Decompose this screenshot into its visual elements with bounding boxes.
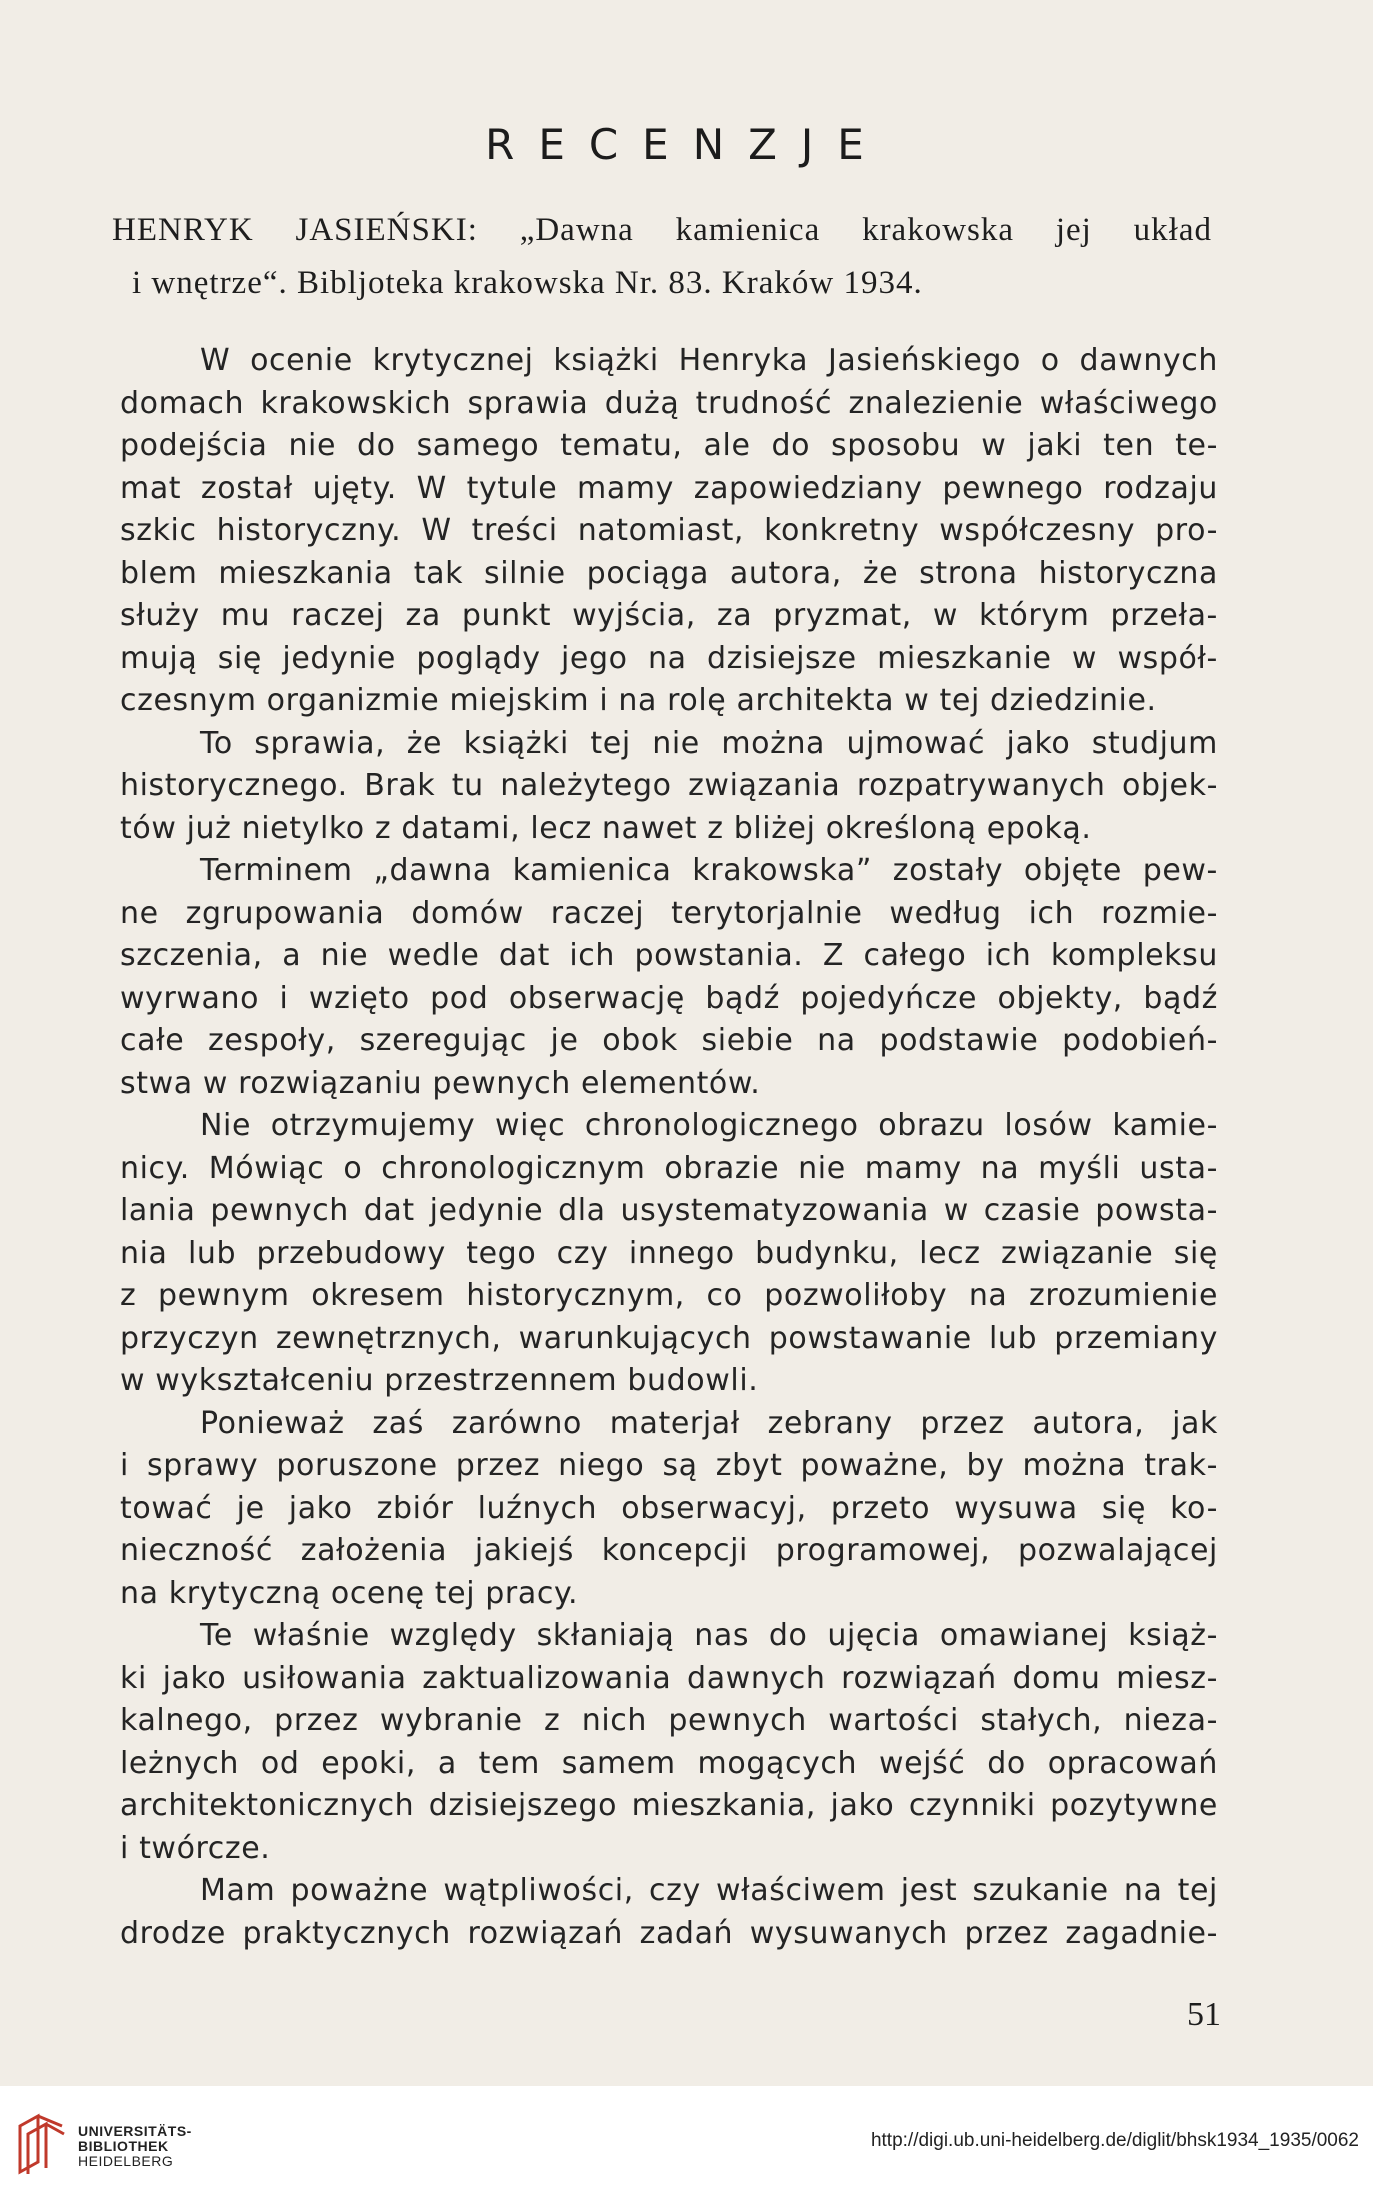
paragraph-5-line-5: na krytyczną ocenę tej pracy. (120, 1575, 579, 1611)
paragraph-6-line-3: kalnego, przez wybranie z nich pewnych wartości stałych, nieza- (120, 1703, 1218, 1738)
paragraph-3-line-1: Terminem „dawna kamienica krakowska” zostały objęte pew- (200, 853, 1218, 888)
paragraph-4-line-3: lania pewnych dat jedynie dla usystematyzowania w czasie powsta- (120, 1193, 1218, 1228)
paragraph-5-line-3: tować je jako zbiór luźnych obserwacyj, przeto wysuwa się ko- (120, 1490, 1218, 1526)
paragraph-3-line-6: stwa w rozwiązaniu pewnych elementów. (120, 1065, 761, 1101)
book-citation-line-1: HENRYK JASIEŃSKI: „Dawna kamienica krakowska jej układ (112, 212, 1212, 248)
paragraph-5-line-1: Ponieważ zaś zarówno materjał zebrany przez autora, jak (200, 1405, 1218, 1441)
paragraph-7-line-2: drodze praktycznych rozwiązań zadań wysuwanych przez zagadnie- (120, 1915, 1218, 1951)
library-name-line-1: UNIVERSITÄTS- (78, 2123, 192, 2139)
paragraph-5-line-4: nieczność założenia jakiejś koncepcji programowej, pozwalającej (120, 1533, 1218, 1568)
paragraph-1-line-4: mat został ujęty. W tytule mamy zapowiedziany pewnego rodzaju (120, 470, 1218, 506)
page-number: 51 (1187, 1996, 1221, 2033)
paragraph-1-line-5: szkic historyczny. W treści natomiast, konkretny współczesny pro- (120, 513, 1218, 548)
library-logo-icon[interactable] (14, 2112, 70, 2176)
section-title: RECENZJE (485, 120, 888, 169)
source-url-link[interactable]: http://digi.ub.uni-heidelberg.de/diglit/bhsk1934_1935/0062 (870, 2130, 1359, 2151)
paragraph-4-line-6: przyczyn zewnętrznych, warunkujących powstawanie lub przemiany (120, 1320, 1218, 1356)
library-name (78, 2124, 192, 2169)
paragraph-3-line-5: całe zespoły, szeregując je obok siebie na podstawie podobień- (120, 1023, 1218, 1058)
paragraph-3-line-4: wyrwano i wzięto pod obserwację bądź pojedyńcze objekty, bądź (120, 980, 1218, 1016)
paragraph-4-line-5: z pewnym okresem historycznym, co pozwoliłoby na zrozumienie (120, 1278, 1218, 1313)
paragraph-1-line-6: blem mieszkania tak silnie pociąga autora, że strona historyczna (120, 555, 1218, 591)
book-citation (112, 204, 1212, 310)
paragraph-5-line-2: i sprawy poruszone przez niego są zbyt poważne, by można trak- (120, 1448, 1218, 1483)
paragraph-2-line-3: tów już nietylko z datami, lecz nawet z bliżej określoną epoką. (120, 810, 1092, 846)
paragraph-2-line-1: To sprawia, że książki tej nie można ujmować jako studjum (200, 725, 1218, 761)
paragraph-3-line-3: szczenia, a nie wedle dat ich powstania. Z całego ich kompleksu (120, 938, 1218, 973)
paragraph-6-line-5: architektonicznych dzisiejszego mieszkania, jako czynniki pozytywne (120, 1788, 1218, 1823)
book-citation-line-2: i wnętrze“. Bibljoteka krakowska Nr. 83. Kraków 1934. (132, 265, 923, 301)
review-text (120, 340, 1218, 1955)
paragraph-2-line-2: historycznego. Brak tu należytego związania rozpatrywanych objek- (120, 768, 1218, 803)
paragraph-1-line-3: podejścia nie do samego tematu, ale do sposobu w jaki ten te- (120, 428, 1218, 463)
paragraph-1-line-7: służy mu raczej za punkt wyjścia, za pryzmat, w którym przeła- (120, 598, 1218, 633)
paragraph-1-line-9: czesnym organizmie miejskim i na rolę architekta w tej dziedzinie. (120, 683, 1157, 718)
paragraph-6-line-2: ki jako usiłowania zaktualizowania dawnych rozwiązań domu miesz- (120, 1660, 1218, 1696)
viewer-footer (0, 2086, 1373, 2199)
library-name-line-2: BIBLIOTHEK (78, 2138, 169, 2154)
paragraph-3-line-2: ne zgrupowania domów raczej terytorjalnie według ich rozmie- (120, 895, 1218, 931)
paragraph-1-line-8: mują się jedynie poglądy jego na dzisiejsze mieszkanie w współ- (120, 640, 1218, 676)
paragraph-4-line-4: nia lub przebudowy tego czy innego budynku, lecz związanie się (120, 1235, 1218, 1271)
paragraph-6-line-1: Te właśnie względy skłaniają nas do ujęcia omawianej książ- (200, 1618, 1218, 1653)
library-name-line-3: HEIDELBERG (78, 2153, 174, 2169)
paragraph-1-line-1: W ocenie krytycznej książki Henryka Jasieńskiego o dawnych (200, 343, 1218, 378)
paragraph-4-line-1: Nie otrzymujemy więc chronologicznego obrazu losów kamie- (200, 1108, 1218, 1143)
paragraph-7-line-1: Mam poważne wątpliwości, czy właściwem jest szukanie na tej (200, 1873, 1218, 1908)
paragraph-6-line-4: leżnych od epoki, a tem samem mogących wejść do opracowań (120, 1745, 1218, 1781)
paragraph-1-line-2: domach krakowskich sprawia dużą trudność znalezienie właściwego (120, 385, 1218, 421)
paragraph-4-line-2: nicy. Mówiąc o chronologicznym obrazie nie mamy na myśli usta- (120, 1150, 1218, 1186)
paragraph-4-line-7: w wykształceniu przestrzennem budowli. (120, 1363, 759, 1398)
paragraph-6-line-6: i twórcze. (120, 1830, 271, 1866)
